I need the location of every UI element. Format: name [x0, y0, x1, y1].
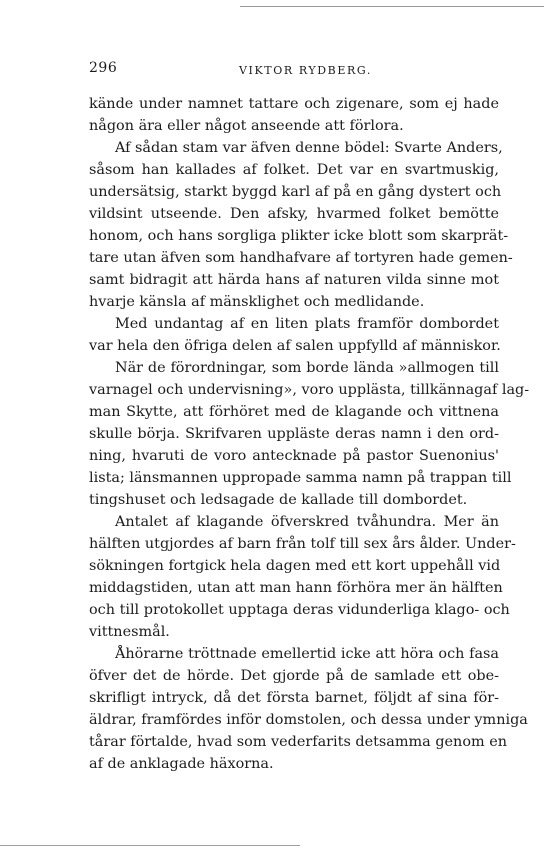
text-line: var hela den öfriga delen af salen uppfylld af människor. — [89, 338, 501, 354]
text-line: hälften utgjordes af barn från tolf till sex års ålder. Under- — [89, 536, 516, 552]
text-line: af de anklagade häxorna. — [89, 756, 274, 772]
text-line: lista; länsmannen uppropade samma namn på trappan till — [89, 470, 512, 486]
text-line: hvarje känsla af mänsklighet och medlidande. — [89, 294, 425, 310]
text-line: skulle börja. Skrifvaren uppläste deras namn i den ord- — [89, 426, 499, 442]
body-text — [89, 93, 530, 775]
text-line: ning, hvaruti de voro antecknade på pastor Suenonius' — [89, 448, 499, 464]
text-line: Med undantag af en liten plats framför dombordet — [115, 316, 499, 332]
text-line: någon ära eller något anseende att förlora. — [89, 118, 404, 134]
paragraph — [89, 313, 499, 357]
text-line: tare utan äfven som handhafvare af tortyren hade gemen- — [89, 250, 513, 266]
paragraph — [89, 93, 499, 137]
running-head: VIKTOR RYDBERG. — [239, 64, 372, 77]
text-line: När de förordningar, som borde lända »allmogen till — [115, 360, 499, 376]
paragraph — [89, 137, 513, 313]
paragraph — [89, 357, 530, 511]
text-line: öfver det de hörde. Det gjorde på de samlade ett obe- — [89, 668, 499, 684]
text-line: sökningen fortgick hela dagen med ett kort uppehåll vid — [89, 558, 501, 574]
text-line: honom, och hans sorgliga plikter icke blott som skarprät- — [89, 228, 509, 244]
text-line: vildsint utseende. Den afsky, hvarmed folket bemötte — [89, 206, 499, 222]
text-line: tingshuset och ledsagade de kallade till dombordet. — [89, 492, 468, 508]
paragraph — [89, 643, 528, 775]
text-line: varnagel och undervisning», voro upplästa, tillkännagaf lag- — [89, 382, 530, 398]
text-line: skrifligt intryck, då det första barnet, följdt af sina för- — [89, 690, 499, 706]
text-line: vittnesmål. — [89, 624, 170, 640]
paragraph — [89, 511, 516, 643]
text-line: samt bidragit att härda hans af naturen vilda sinne mot — [89, 272, 499, 288]
text-line: och till protokollet upptaga deras vidunderliga klago- och — [89, 602, 510, 618]
text-line: tårar förtalde, hvad som vederfarits detsamma genom en — [89, 734, 507, 750]
text-line: Af sådan stam var äfven denne bödel: Svarte Anders, — [115, 140, 503, 156]
text-line: äldrar, framfördes inför domstolen, och dessa under ymniga — [89, 712, 528, 728]
text-line: man Skytte, att förhöret med de klagande och vittnena — [89, 404, 499, 420]
page-header — [89, 60, 509, 80]
text-line: kände under namnet tattare och zigenare, som ej hade — [89, 96, 499, 112]
page-number: 296 — [89, 60, 118, 76]
text-line: undersätsig, starkt byggd karl af på en gång dystert och — [89, 184, 502, 200]
text-line: middagstiden, utan att man hann förhöra mer än hälften — [89, 580, 503, 596]
text-line: Antalet af klagande öfverskred tvåhundra. Mer än — [115, 514, 499, 530]
bottom-edge-rule — [0, 845, 300, 846]
text-line: såsom han kallades af folket. Det var en svartmuskig, — [89, 162, 499, 178]
top-edge-rule — [240, 6, 544, 7]
text-line: Åhörarne tröttnade emellertid icke att höra och fasa — [115, 646, 499, 662]
